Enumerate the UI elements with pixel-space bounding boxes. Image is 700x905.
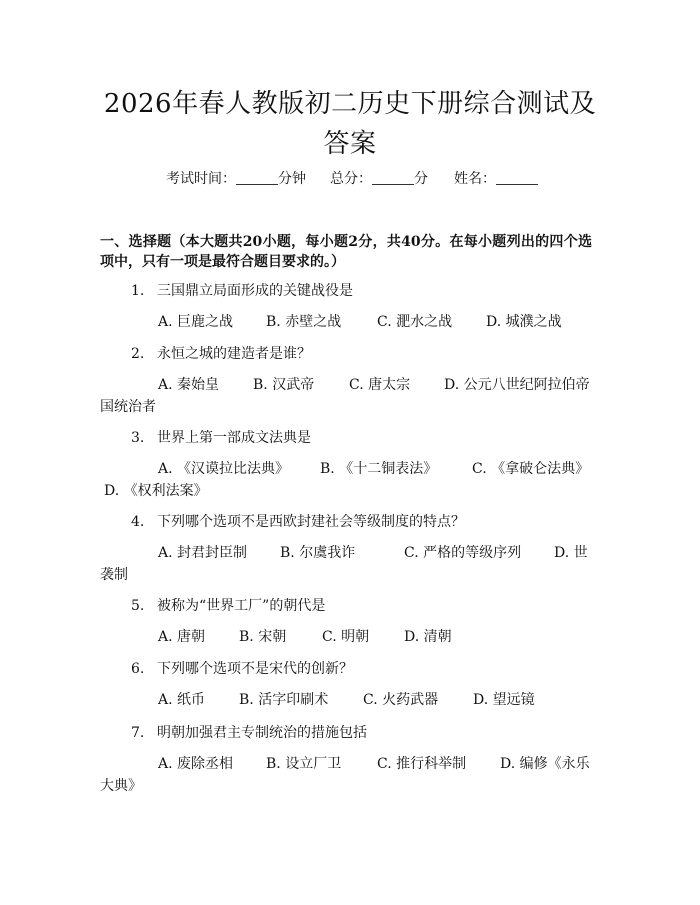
question-text: 世界上第一部成文法典是 — [157, 430, 311, 446]
option-a[interactable]: A. 纸币 — [158, 692, 206, 708]
option-b[interactable]: B. 活字印刷术 — [239, 692, 329, 708]
question-options — [100, 753, 592, 797]
question-options — [100, 374, 592, 418]
exam-time-label: 考试时间： — [166, 171, 236, 187]
question-text: 下列哪个选项不是宋代的创新？ — [157, 661, 353, 677]
option-c[interactable]: C. 严格的等级序列 — [404, 545, 522, 561]
option-d-continued: 大典》 — [100, 778, 142, 794]
question-number: 3. — [131, 430, 145, 446]
question-text: 永恒之城的建造者是谁？ — [157, 346, 311, 362]
question-number: 1. — [131, 283, 145, 299]
page-title: 2026年春人教版初二历史下册综合测试及答案 — [103, 89, 597, 159]
exam-time-blank[interactable] — [236, 171, 278, 185]
option-a[interactable]: A. 唐朝 — [158, 629, 206, 645]
option-b[interactable]: B. 《十二铜表法》 — [320, 461, 438, 477]
option-a[interactable]: A. 废除丞相 — [158, 756, 234, 772]
question-options — [100, 542, 592, 586]
option-c[interactable]: C. 淝水之战 — [377, 314, 453, 330]
question-options — [100, 458, 592, 502]
question-text: 下列哪个选项不是西欧封建社会等级制度的特点？ — [157, 514, 465, 530]
question-number: 2. — [131, 346, 145, 362]
question-number: 4. — [131, 514, 145, 530]
name-label: 姓名： — [454, 171, 496, 187]
name-blank[interactable] — [496, 171, 538, 185]
question-number: 5. — [131, 598, 145, 614]
option-a[interactable]: A. 巨鹿之战 — [158, 314, 234, 330]
option-d[interactable]: D. 公元八世纪阿拉伯帝 — [444, 377, 590, 393]
question-options — [100, 311, 592, 333]
total-score-blank[interactable] — [372, 171, 414, 185]
option-d[interactable]: D. 《权利法案》 — [104, 483, 208, 499]
question-number: 7. — [131, 725, 145, 741]
option-d[interactable]: D. 城濮之战 — [486, 314, 562, 330]
question-options — [100, 626, 592, 648]
question-number: 6. — [131, 661, 145, 677]
total-score-label: 总分： — [330, 171, 372, 187]
exam-time-field — [166, 170, 306, 188]
option-a[interactable]: A. 秦始皇 — [158, 377, 220, 393]
option-c[interactable]: C. 《拿破仑法典》 — [472, 461, 590, 477]
exam-time-unit: 分钟 — [278, 171, 306, 187]
question-text: 三国鼎立局面形成的关键战役是 — [157, 283, 353, 299]
option-b[interactable]: B. 汉武帝 — [253, 377, 315, 393]
option-b[interactable]: B. 尔虞我诈 — [280, 545, 356, 561]
option-b[interactable]: B. 赤壁之战 — [266, 314, 342, 330]
option-d[interactable]: D. 清朝 — [404, 629, 452, 645]
option-d-continued: 国统治者 — [100, 399, 156, 415]
option-b[interactable]: B. 设立厂卫 — [266, 756, 342, 772]
question-text: 被称为“世界工厂”的朝代是 — [157, 598, 326, 614]
total-score-unit: 分 — [414, 171, 428, 187]
option-d[interactable]: D. 世 — [554, 545, 588, 561]
option-d[interactable]: D. 望远镜 — [473, 692, 535, 708]
section-heading: 一、选择题（本大题共20小题，每小题2分，共40分。在每小题列出的四个选项中，只有一项是最符合题目要求的。） — [100, 234, 592, 270]
option-a[interactable]: A. 封君封臣制 — [158, 545, 248, 561]
total-score-field — [330, 170, 428, 188]
option-a[interactable]: A. 《汉谟拉比法典》 — [158, 461, 290, 477]
option-c[interactable]: C. 火药武器 — [363, 692, 439, 708]
option-d-continued: 袭制 — [100, 567, 128, 583]
option-b[interactable]: B. 宋朝 — [239, 629, 287, 645]
option-c[interactable]: C. 唐太宗 — [349, 377, 411, 393]
option-c[interactable]: C. 明朝 — [322, 629, 370, 645]
question-options — [100, 689, 592, 711]
name-field — [454, 170, 538, 188]
question-text: 明朝加强君主专制统治的措施包括 — [157, 725, 367, 741]
option-d[interactable]: D. 编修《永乐 — [500, 756, 590, 772]
option-c[interactable]: C. 推行科举制 — [377, 756, 467, 772]
